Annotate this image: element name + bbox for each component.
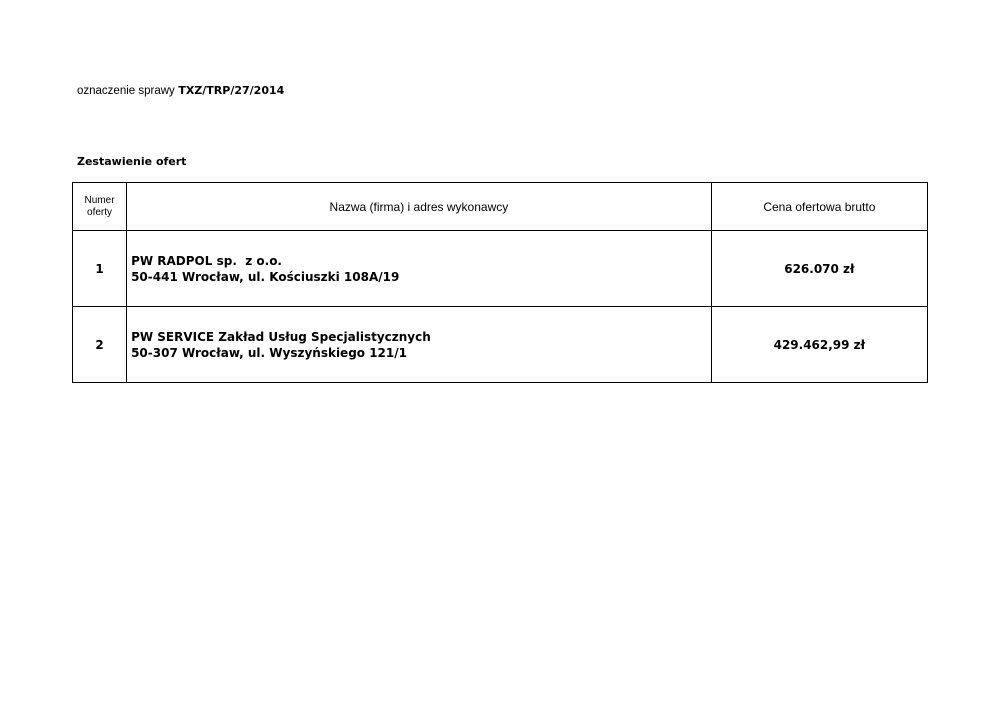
- offer-price: 429.462,99 zł: [711, 307, 927, 383]
- contractor-address: 50-441 Wrocław, ul. Kościuszki 108A/19: [131, 269, 400, 284]
- contractor-details: [127, 307, 712, 383]
- header-gross-price: Cena ofertowa brutto: [711, 183, 927, 231]
- header-number-line1: Numer: [84, 194, 115, 206]
- case-reference: [77, 84, 284, 97]
- contractor-name: PW RADPOL sp. z o.o.: [131, 253, 282, 268]
- case-label: oznaczenie sprawy: [77, 85, 175, 97]
- header-offer-number: [73, 183, 127, 231]
- table-row: [73, 231, 928, 307]
- contractor-details: [127, 231, 712, 307]
- offer-number: 1: [73, 231, 127, 307]
- offer-price: 626.070 zł: [711, 231, 927, 307]
- header-number-line2: oferty: [87, 206, 113, 218]
- header-contractor-name: Nazwa (firma) i adres wykonawcy: [127, 183, 712, 231]
- offers-table: [72, 182, 928, 383]
- table-header-row: [73, 183, 928, 231]
- section-title: Zestawienie ofert: [77, 155, 187, 168]
- contractor-name: PW SERVICE Zakład Usług Specjalistycznych: [131, 329, 431, 344]
- offer-number: 2: [73, 307, 127, 383]
- contractor-address: 50-307 Wrocław, ul. Wyszyńskiego 121/1: [131, 345, 407, 360]
- case-number: TXZ/TRP/27/2014: [178, 84, 285, 97]
- table-row: [73, 307, 928, 383]
